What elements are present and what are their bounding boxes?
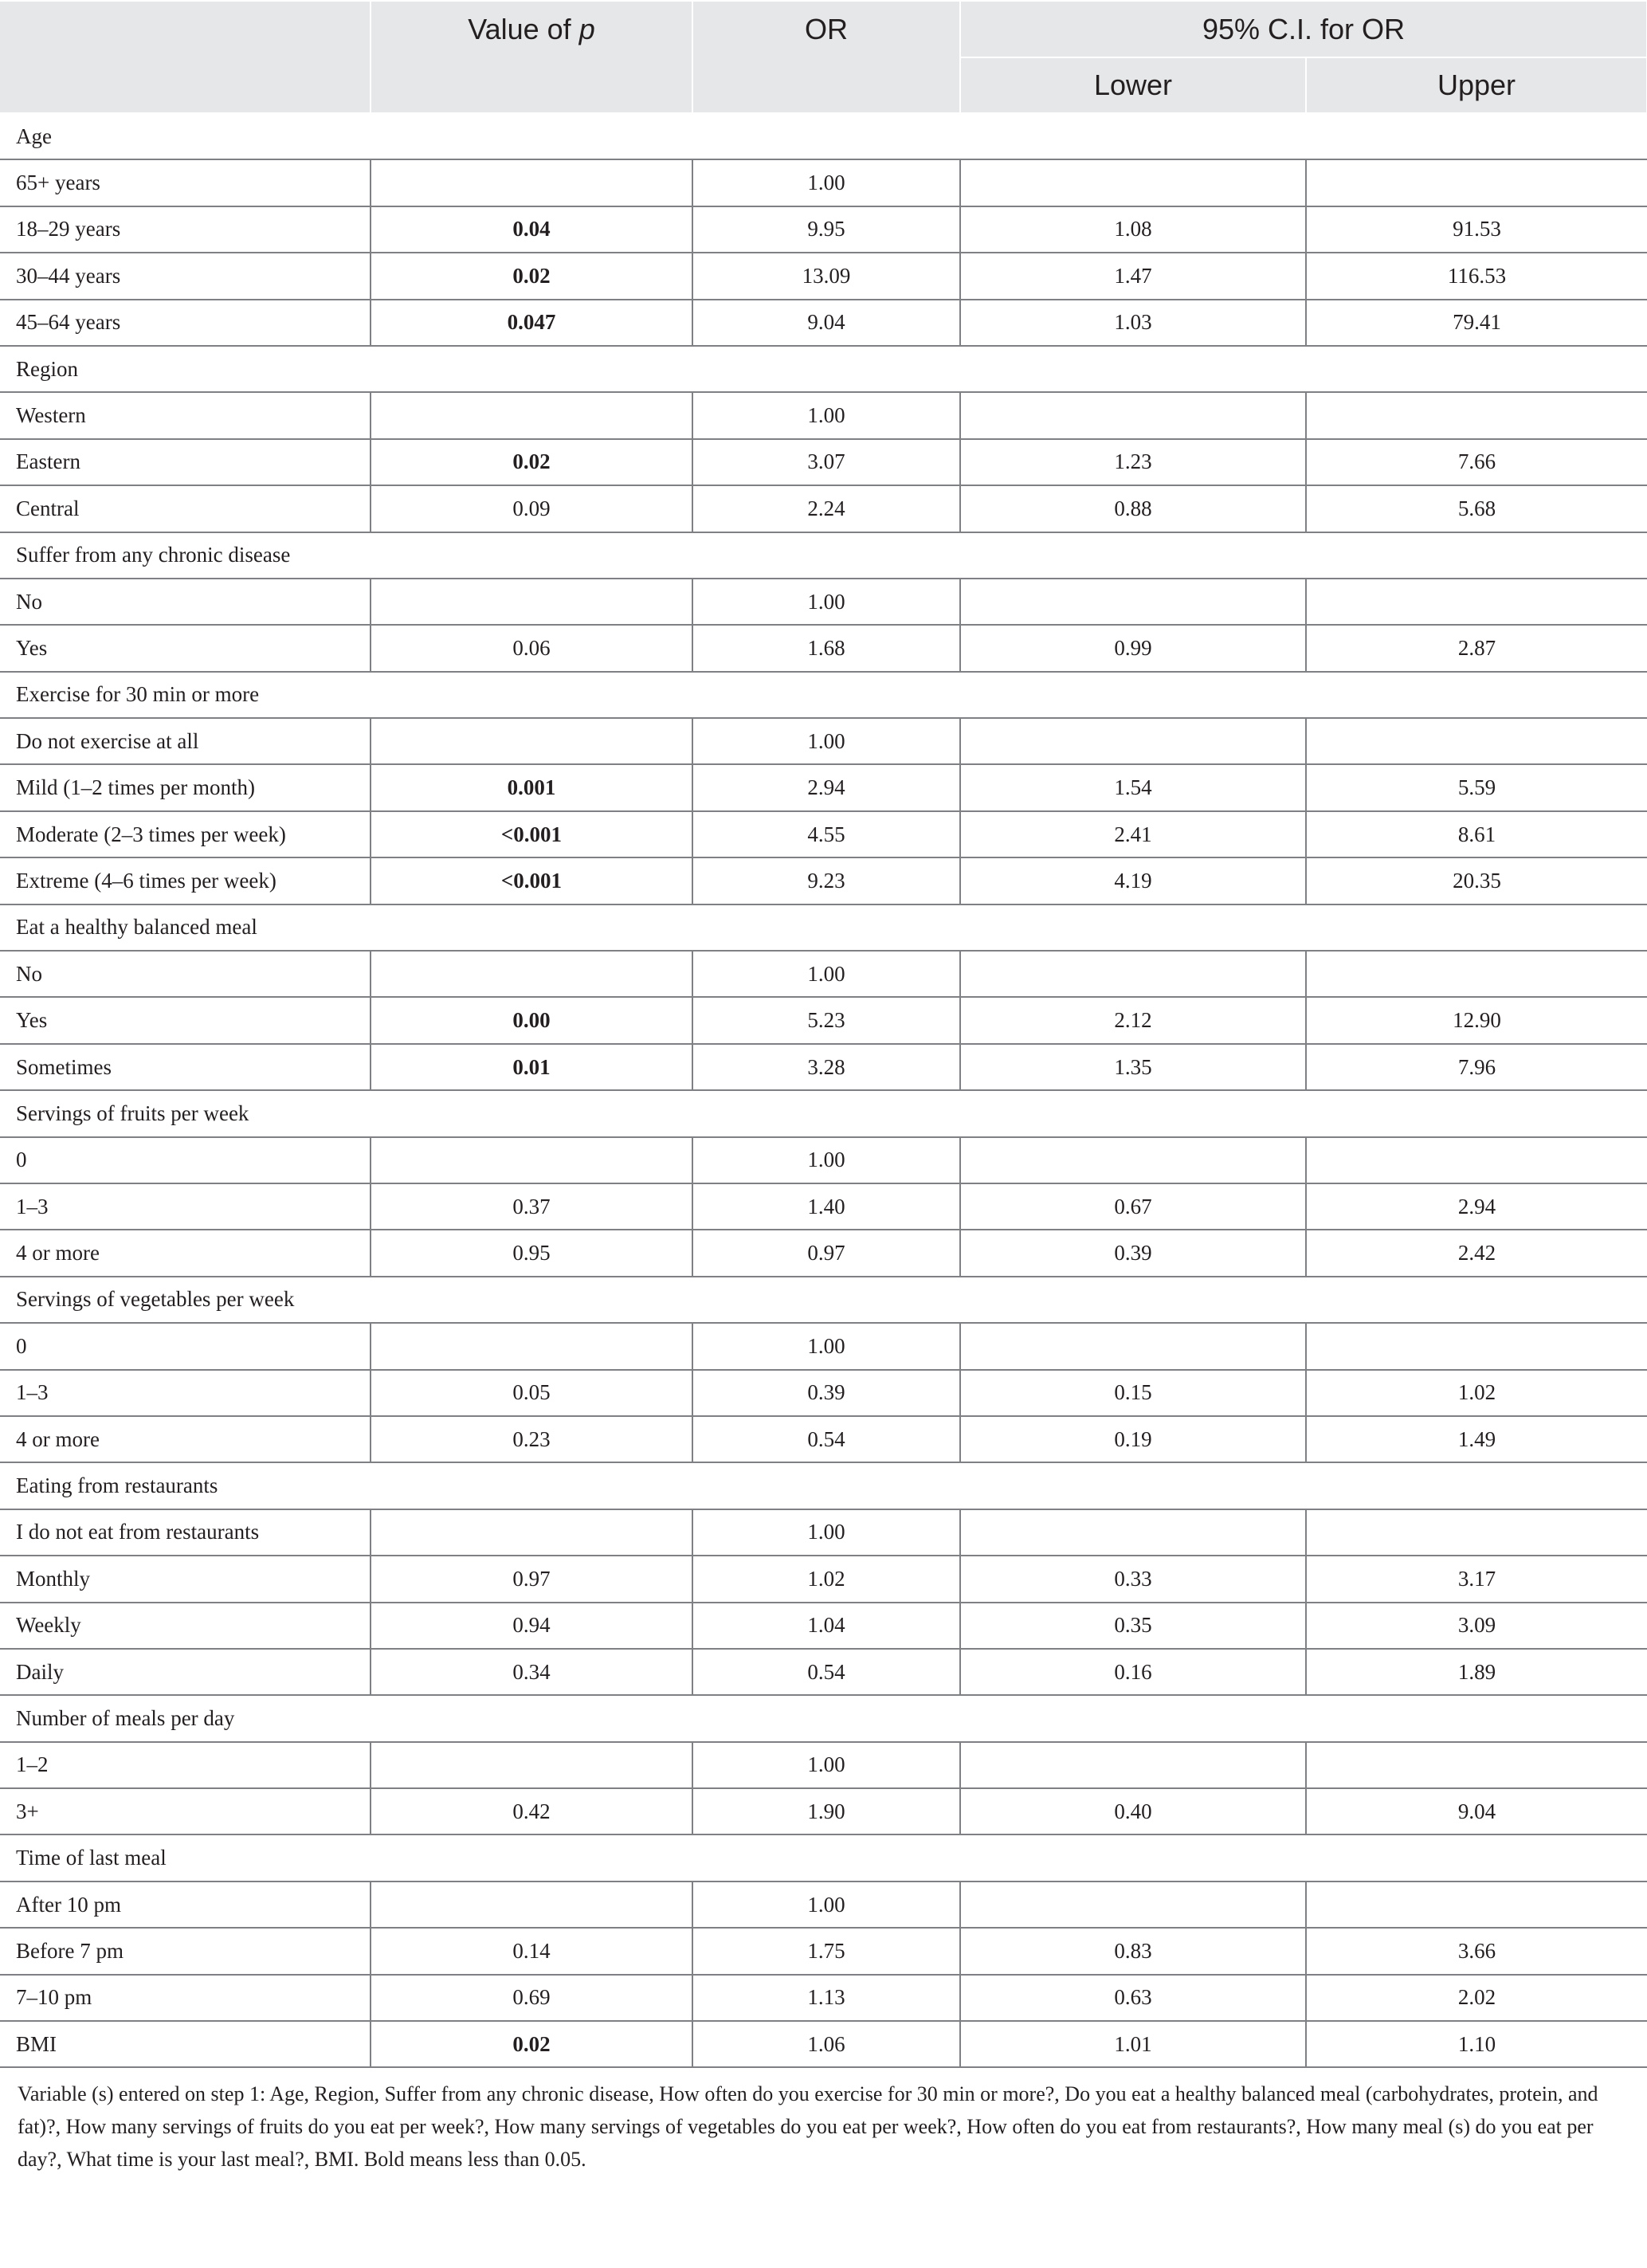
ci-lower-cell: 0.40 <box>960 1788 1306 1834</box>
group-row <box>0 532 1647 579</box>
row-label: Do not exercise at all <box>0 718 371 764</box>
p-value-cell <box>371 951 692 997</box>
ci-lower-cell <box>960 579 1306 625</box>
header-lower: Lower <box>960 57 1306 113</box>
row-label: 30–44 years <box>0 253 371 299</box>
ci-lower-cell: 1.35 <box>960 1044 1306 1090</box>
or-cell: 4.55 <box>692 811 960 857</box>
header-p-label: Value of <box>468 13 571 45</box>
ci-upper-cell: 2.42 <box>1306 1230 1647 1276</box>
ci-upper-cell: 1.89 <box>1306 1649 1647 1695</box>
p-value-cell: 0.001 <box>371 764 692 810</box>
ci-upper-cell: 2.87 <box>1306 625 1647 671</box>
table-row <box>0 1230 1647 1276</box>
ci-lower-cell: 0.15 <box>960 1370 1306 1416</box>
ci-upper-cell <box>1306 392 1647 438</box>
p-value-cell: 0.97 <box>371 1556 692 1602</box>
table-row <box>0 2021 1647 2067</box>
ci-lower-cell: 1.08 <box>960 206 1306 253</box>
or-cell: 1.00 <box>692 1881 960 1928</box>
ci-upper-cell <box>1306 718 1647 764</box>
p-value-cell: 0.047 <box>371 300 692 346</box>
or-cell: 3.28 <box>692 1044 960 1090</box>
table-row <box>0 1649 1647 1695</box>
ci-lower-cell: 2.12 <box>960 997 1306 1043</box>
row-label: 18–29 years <box>0 206 371 253</box>
ci-lower-cell <box>960 159 1306 206</box>
p-value-cell: 0.95 <box>371 1230 692 1276</box>
p-value-cell: <0.001 <box>371 811 692 857</box>
ci-lower-cell <box>960 718 1306 764</box>
table-row <box>0 439 1647 485</box>
group-label: Eat a healthy balanced meal <box>0 904 1647 951</box>
p-value-cell <box>371 1509 692 1556</box>
table-row <box>0 1742 1647 1788</box>
row-label: 0 <box>0 1323 371 1369</box>
p-value-cell: 0.37 <box>371 1183 692 1230</box>
group-row <box>0 672 1647 718</box>
group-label: Exercise for 30 min or more <box>0 672 1647 718</box>
ci-lower-cell: 1.47 <box>960 253 1306 299</box>
ci-upper-cell <box>1306 1881 1647 1928</box>
ci-upper-cell <box>1306 1509 1647 1556</box>
table-row <box>0 1556 1647 1602</box>
or-cell: 2.94 <box>692 764 960 810</box>
row-label: 1–3 <box>0 1183 371 1230</box>
ci-upper-cell: 1.10 <box>1306 2021 1647 2067</box>
p-value-cell: 0.94 <box>371 1603 692 1649</box>
table-row <box>0 392 1647 438</box>
ci-lower-cell <box>960 1323 1306 1369</box>
or-cell: 1.68 <box>692 625 960 671</box>
row-label: Central <box>0 485 371 532</box>
ci-upper-cell: 7.96 <box>1306 1044 1647 1090</box>
row-label: 65+ years <box>0 159 371 206</box>
table-row <box>0 857 1647 904</box>
ci-upper-cell: 5.59 <box>1306 764 1647 810</box>
or-cell: 1.00 <box>692 579 960 625</box>
table-row <box>0 485 1647 532</box>
p-value-cell: 0.23 <box>371 1416 692 1462</box>
row-label: Daily <box>0 1649 371 1695</box>
group-row <box>0 1462 1647 1509</box>
ci-upper-cell: 2.94 <box>1306 1183 1647 1230</box>
ci-upper-cell <box>1306 951 1647 997</box>
ci-upper-cell <box>1306 159 1647 206</box>
p-value-cell: 0.01 <box>371 1044 692 1090</box>
or-cell: 0.54 <box>692 1416 960 1462</box>
or-cell: 1.00 <box>692 951 960 997</box>
table-row <box>0 1603 1647 1649</box>
table-row <box>0 253 1647 299</box>
or-cell: 1.00 <box>692 1137 960 1183</box>
ci-upper-cell: 3.09 <box>1306 1603 1647 1649</box>
or-cell: 9.95 <box>692 206 960 253</box>
row-label: Before 7 pm <box>0 1928 371 1974</box>
ci-lower-cell: 0.67 <box>960 1183 1306 1230</box>
ci-lower-cell: 0.39 <box>960 1230 1306 1276</box>
table-row <box>0 1137 1647 1183</box>
row-label: 7–10 pm <box>0 1975 371 2021</box>
table-row <box>0 764 1647 810</box>
row-label: 45–64 years <box>0 300 371 346</box>
row-label: 1–2 <box>0 1742 371 1788</box>
ci-upper-cell <box>1306 1742 1647 1788</box>
group-row <box>0 1695 1647 1741</box>
table-row <box>0 1183 1647 1230</box>
ci-lower-cell: 0.16 <box>960 1649 1306 1695</box>
or-cell: 1.02 <box>692 1556 960 1602</box>
ci-upper-cell: 8.61 <box>1306 811 1647 857</box>
ci-upper-cell <box>1306 1323 1647 1369</box>
ci-upper-cell: 9.04 <box>1306 1788 1647 1834</box>
table-row <box>0 625 1647 671</box>
ci-upper-cell: 5.68 <box>1306 485 1647 532</box>
or-cell: 5.23 <box>692 997 960 1043</box>
ci-lower-cell: 0.88 <box>960 485 1306 532</box>
p-value-cell <box>371 1881 692 1928</box>
or-cell: 1.75 <box>692 1928 960 1974</box>
or-cell: 1.06 <box>692 2021 960 2067</box>
group-label: Time of last meal <box>0 1834 1647 1881</box>
ci-lower-cell: 0.33 <box>960 1556 1306 1602</box>
p-value-cell <box>371 1742 692 1788</box>
p-value-cell: 0.06 <box>371 625 692 671</box>
table-row <box>0 997 1647 1043</box>
row-label: Weekly <box>0 1603 371 1649</box>
table-row <box>0 718 1647 764</box>
ci-lower-cell: 0.35 <box>960 1603 1306 1649</box>
p-value-cell: 0.14 <box>371 1928 692 1974</box>
ci-upper-cell <box>1306 1137 1647 1183</box>
or-cell: 2.24 <box>692 485 960 532</box>
p-value-cell: 0.02 <box>371 2021 692 2067</box>
or-cell: 3.07 <box>692 439 960 485</box>
group-label: Servings of fruits per week <box>0 1090 1647 1136</box>
or-cell: 13.09 <box>692 253 960 299</box>
ci-upper-cell: 1.49 <box>1306 1416 1647 1462</box>
table-row <box>0 159 1647 206</box>
row-label: Yes <box>0 997 371 1043</box>
or-cell: 1.00 <box>692 159 960 206</box>
p-value-cell <box>371 718 692 764</box>
ci-lower-cell: 1.54 <box>960 764 1306 810</box>
ci-upper-cell: 20.35 <box>1306 857 1647 904</box>
p-value-cell <box>371 579 692 625</box>
p-value-cell: 0.09 <box>371 485 692 532</box>
header-ci: 95% C.I. for OR <box>960 1 1647 57</box>
p-value-cell: 0.05 <box>371 1370 692 1416</box>
ci-lower-cell: 1.03 <box>960 300 1306 346</box>
p-value-cell: 0.42 <box>371 1788 692 1834</box>
p-value-cell <box>371 1137 692 1183</box>
or-cell: 1.00 <box>692 392 960 438</box>
row-label: 1–3 <box>0 1370 371 1416</box>
group-label: Suffer from any chronic disease <box>0 532 1647 579</box>
ci-lower-cell: 0.99 <box>960 625 1306 671</box>
row-label: Western <box>0 392 371 438</box>
p-value-cell <box>371 392 692 438</box>
group-row <box>0 1090 1647 1136</box>
row-label: After 10 pm <box>0 1881 371 1928</box>
ci-lower-cell <box>960 392 1306 438</box>
table-row <box>0 811 1647 857</box>
table-row <box>0 1044 1647 1090</box>
ci-lower-cell: 4.19 <box>960 857 1306 904</box>
table-row <box>0 1416 1647 1462</box>
p-value-cell: 0.69 <box>371 1975 692 2021</box>
ci-lower-cell: 1.01 <box>960 2021 1306 2067</box>
table-row <box>0 579 1647 625</box>
p-value-cell <box>371 159 692 206</box>
ci-upper-cell: 116.53 <box>1306 253 1647 299</box>
ci-upper-cell: 12.90 <box>1306 997 1647 1043</box>
group-label: Eating from restaurants <box>0 1462 1647 1509</box>
header-upper: Upper <box>1306 57 1647 113</box>
ci-lower-cell <box>960 1137 1306 1183</box>
row-label: 4 or more <box>0 1230 371 1276</box>
ci-lower-cell: 0.63 <box>960 1975 1306 2021</box>
row-label: No <box>0 579 371 625</box>
ci-lower-cell: 1.23 <box>960 439 1306 485</box>
row-label: Monthly <box>0 1556 371 1602</box>
row-label: Extreme (4–6 times per week) <box>0 857 371 904</box>
ci-upper-cell: 1.02 <box>1306 1370 1647 1416</box>
p-value-cell: 0.02 <box>371 439 692 485</box>
table-row <box>0 1788 1647 1834</box>
table-row <box>0 1509 1647 1556</box>
row-label: BMI <box>0 2021 371 2067</box>
group-row <box>0 1834 1647 1881</box>
ci-lower-cell: 2.41 <box>960 811 1306 857</box>
ci-upper-cell: 91.53 <box>1306 206 1647 253</box>
group-row <box>0 1277 1647 1323</box>
ci-lower-cell <box>960 1509 1306 1556</box>
group-row <box>0 113 1647 159</box>
header-or: OR <box>692 1 960 113</box>
or-cell: 1.13 <box>692 1975 960 2021</box>
ci-lower-cell <box>960 951 1306 997</box>
or-cell: 0.97 <box>692 1230 960 1276</box>
ci-upper-cell <box>1306 579 1647 625</box>
p-value-cell: 0.34 <box>371 1649 692 1695</box>
ci-upper-cell: 7.66 <box>1306 439 1647 485</box>
row-label: Sometimes <box>0 1044 371 1090</box>
group-label: Region <box>0 346 1647 392</box>
ci-lower-cell <box>960 1881 1306 1928</box>
table-row <box>0 1370 1647 1416</box>
header-p-value <box>371 1 692 113</box>
p-value-cell: <0.001 <box>371 857 692 904</box>
group-label: Servings of vegetables per week <box>0 1277 1647 1323</box>
or-cell: 1.00 <box>692 718 960 764</box>
ci-lower-cell: 0.19 <box>960 1416 1306 1462</box>
p-value-cell: 0.02 <box>371 253 692 299</box>
group-row <box>0 904 1647 951</box>
table-row <box>0 951 1647 997</box>
ci-upper-cell: 3.66 <box>1306 1928 1647 1974</box>
table-footnote: Variable (s) entered on step 1: Age, Region, Suffer from any chronic disease, How often do you exercise for 30 min or more?, Do you eat a healthy balanced meal (carbohydrates, protein, and fat)?, How many servings of fruits do you eat per week?, How many servings of vegetables do you eat per week?, How often do you eat from restaurants?, How many meal (s) do you eat per day?, What time is your last meal?, BMI. Bold means less than 0.05. <box>18 2082 1598 2172</box>
group-label: Number of meals per day <box>0 1695 1647 1741</box>
or-cell: 9.23 <box>692 857 960 904</box>
or-cell: 9.04 <box>692 300 960 346</box>
table-row <box>0 300 1647 346</box>
table-row <box>0 1975 1647 2021</box>
p-value-cell: 0.04 <box>371 206 692 253</box>
or-cell: 1.04 <box>692 1603 960 1649</box>
or-cell: 1.00 <box>692 1323 960 1369</box>
or-cell: 1.00 <box>692 1509 960 1556</box>
row-label: Yes <box>0 625 371 671</box>
group-row <box>0 346 1647 392</box>
group-label: Age <box>0 113 1647 159</box>
or-cell: 0.54 <box>692 1649 960 1695</box>
ci-lower-cell <box>960 1742 1306 1788</box>
table-row <box>0 1881 1647 1928</box>
or-cell: 1.40 <box>692 1183 960 1230</box>
or-cell: 0.39 <box>692 1370 960 1416</box>
ci-lower-cell: 0.83 <box>960 1928 1306 1974</box>
table-row <box>0 1323 1647 1369</box>
table-header <box>0 1 1647 113</box>
or-cell: 1.00 <box>692 1742 960 1788</box>
row-label: No <box>0 951 371 997</box>
p-value-cell: 0.00 <box>371 997 692 1043</box>
ci-upper-cell: 79.41 <box>1306 300 1647 346</box>
p-value-cell <box>371 1323 692 1369</box>
table-row <box>0 1928 1647 1974</box>
table-row <box>0 206 1647 253</box>
row-label: 0 <box>0 1137 371 1183</box>
row-label: Mild (1–2 times per month) <box>0 764 371 810</box>
or-cell: 1.90 <box>692 1788 960 1834</box>
header-p-var: p <box>578 13 595 45</box>
table-body <box>0 113 1647 2067</box>
row-label: Eastern <box>0 439 371 485</box>
ci-upper-cell: 3.17 <box>1306 1556 1647 1602</box>
row-label: I do not eat from restaurants <box>0 1509 371 1556</box>
header-variable-blank <box>0 1 371 113</box>
row-label: 4 or more <box>0 1416 371 1462</box>
ci-upper-cell: 2.02 <box>1306 1975 1647 2021</box>
row-label: Moderate (2–3 times per week) <box>0 811 371 857</box>
row-label: 3+ <box>0 1788 371 1834</box>
